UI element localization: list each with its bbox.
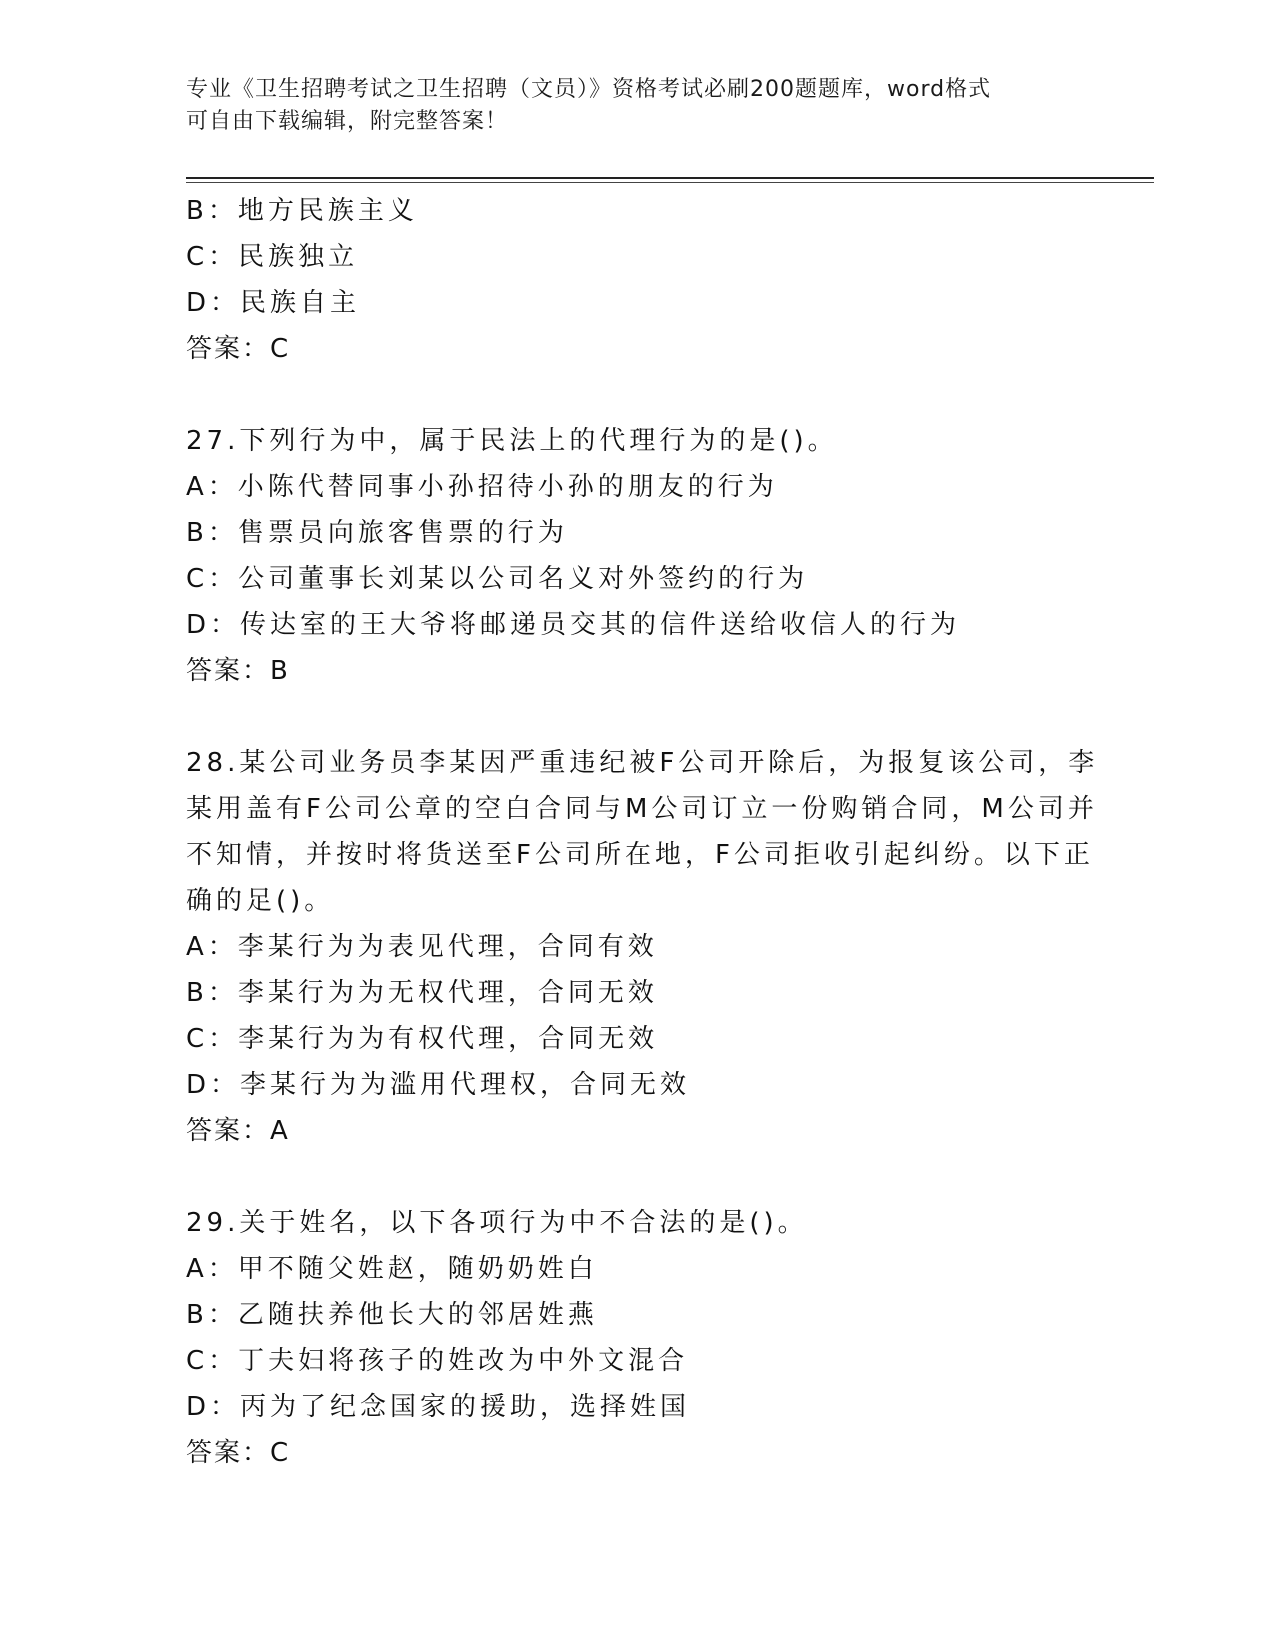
option-d: D：丙为了纪念国家的援助，选择姓国: [186, 1392, 691, 1422]
option-b: B：乙随扶养他长大的邻居姓燕: [186, 1300, 598, 1330]
header-title-line-2: 可自由下载编辑，附完整答案！: [186, 109, 509, 134]
option-d: D：李某行为为滥用代理权，合同无效: [186, 1070, 691, 1100]
answer-label: 答案：C: [186, 1438, 291, 1468]
header-divider-thick: [186, 177, 1154, 179]
question-text: 27.下列行为中，属于民法上的代理行为的是()。: [186, 426, 838, 456]
question-text-line-3: 不知情，并按时将货送至F公司所在地，F公司拒收引起纠纷。以下正: [186, 840, 1094, 870]
option-d: D：民族自主: [186, 288, 361, 318]
spacer: [186, 694, 1086, 740]
option-c: C：丁夫妇将孩子的姓改为中外文混合: [186, 1346, 689, 1376]
option-c: C：公司董事长刘某以公司名义对外签约的行为: [186, 564, 809, 594]
spacer: [186, 372, 1086, 418]
question-text-line-2: 某用盖有F公司公章的空白合同与M公司订立一份购销合同，M公司并: [186, 794, 1098, 824]
header-title-line-1: 专业《卫生招聘考试之卫生招聘（文员）》资格考试必刷200题题库，word格式: [186, 77, 992, 102]
answer-label: 答案：B: [186, 656, 290, 686]
question-28-block: [186, 740, 1099, 1154]
question-26-block: [186, 188, 1086, 372]
question-29-block: [186, 1200, 1086, 1476]
question-text-line-1: 28.某公司业务员李某因严重违纪被F公司开除后，为报复该公司，李: [186, 748, 1099, 778]
option-a: A：甲不随父姓赵，随奶奶姓白: [186, 1254, 598, 1284]
question-list: [186, 188, 1099, 1476]
answer-label: 答案：C: [186, 334, 291, 364]
option-d: D：传达室的王大爷将邮递员交其的信件送给收信人的行为: [186, 610, 961, 640]
option-c: C：民族独立: [186, 242, 359, 272]
option-a: A：李某行为为表见代理，合同有效: [186, 932, 658, 962]
option-b: B：李某行为为无权代理，合同无效: [186, 978, 658, 1008]
question-text: 29.关于姓名，以下各项行为中不合法的是()。: [186, 1208, 808, 1238]
document-header: [186, 74, 1086, 138]
answer-label: 答案：A: [186, 1116, 290, 1146]
option-b: B：地方民族主义: [186, 196, 418, 226]
option-b: B：售票员向旅客售票的行为: [186, 518, 568, 548]
question-27-block: [186, 418, 1086, 694]
option-a: A：小陈代替同事小孙招待小孙的朋友的行为: [186, 472, 778, 502]
question-text-line-4: 确的足()。: [186, 886, 335, 916]
header-divider-thin: [186, 182, 1154, 183]
option-c: C：李某行为为有权代理，合同无效: [186, 1024, 659, 1054]
spacer: [186, 1154, 1086, 1200]
